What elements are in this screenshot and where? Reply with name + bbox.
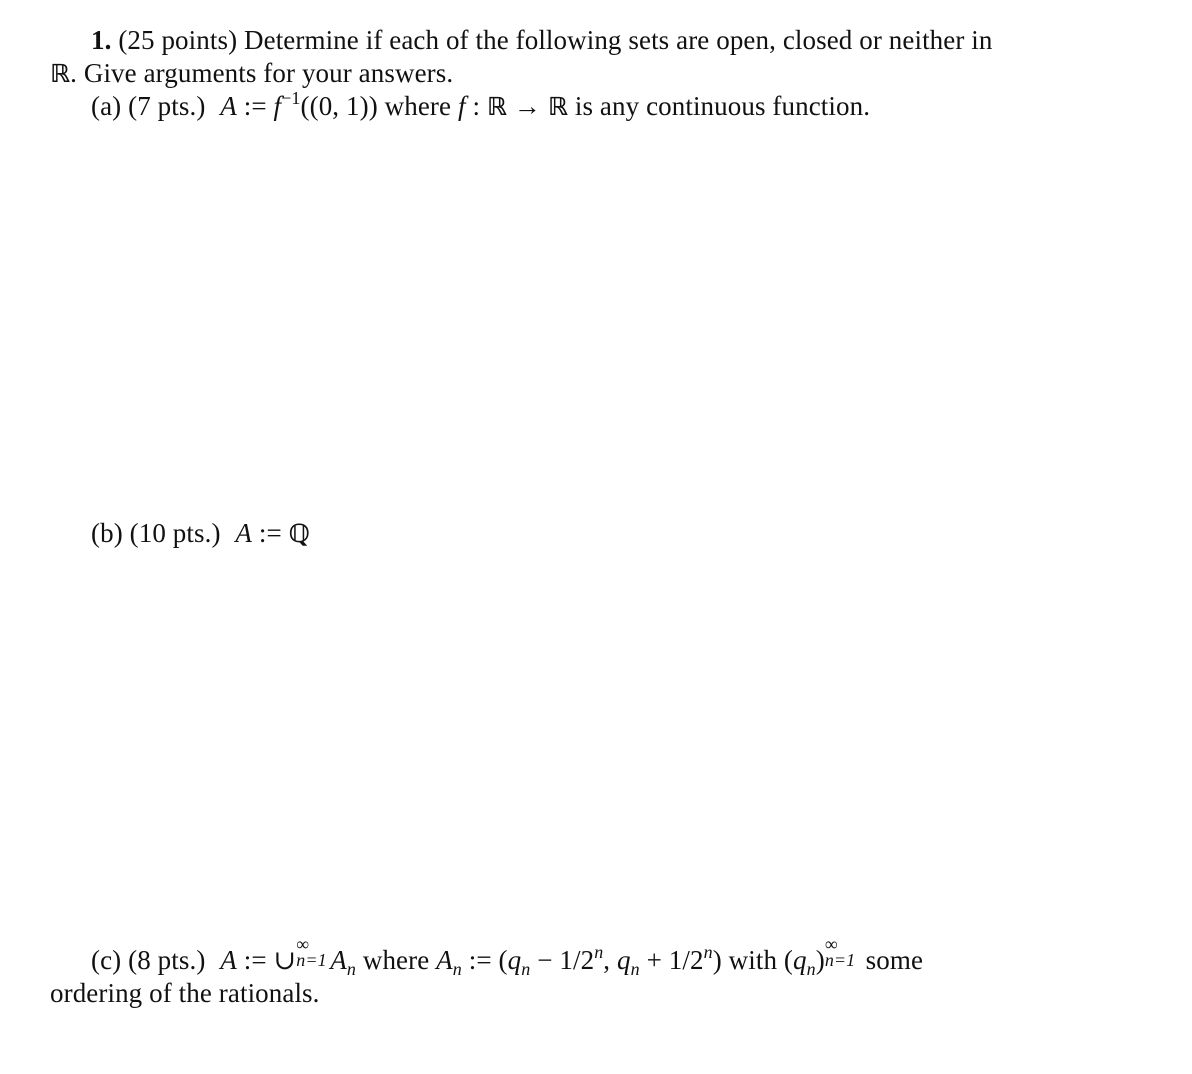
part-c-where: where	[362, 945, 430, 975]
part-c-union-sup: ∞	[296, 934, 310, 954]
part-a-inverse-sup: −1	[281, 88, 301, 108]
reals-symbol: ℝ	[50, 59, 71, 88]
part-c-an: A	[330, 945, 347, 975]
part-c-label: (c)	[91, 945, 122, 975]
part-c-union: ∪	[273, 945, 297, 975]
part-a-domain: ℝ	[486, 92, 508, 121]
part-c-interval-open: (	[498, 945, 508, 975]
problem-heading-line1	[91, 24, 993, 56]
part-a-tail: is any continuous function.	[574, 91, 871, 121]
part-c-line2	[50, 977, 320, 1009]
part-c-line1	[91, 934, 924, 979]
problem-heading-line2	[50, 57, 453, 90]
part-c-with: with	[728, 945, 778, 975]
part-c-q1: q	[507, 945, 522, 975]
part-c-points: (8 pts.)	[128, 945, 206, 975]
part-b-rationals: ℚ	[288, 519, 311, 548]
part-c-seq-limits	[824, 934, 859, 970]
part-a-func: f	[273, 91, 282, 121]
part-c-union-sub: n=1	[296, 950, 327, 970]
part-c-q3: q	[793, 945, 807, 975]
part-c-union-limits	[296, 934, 330, 970]
part-c-seq-open: (	[783, 945, 793, 975]
part-a-assign: :=	[243, 91, 267, 121]
part-c-pow1: n	[594, 942, 604, 962]
part-c-an-sub: n	[346, 959, 356, 979]
part-a-arrow: →	[513, 91, 542, 121]
part-c-q2-sub: n	[630, 959, 640, 979]
part-c-some: some	[865, 945, 924, 975]
part-a-func2: f	[457, 91, 466, 121]
problem-intro-line2: . Give arguments for your answers.	[70, 58, 454, 88]
part-c-an2: A	[436, 945, 453, 975]
part-c-q3-sub: n	[806, 959, 816, 979]
part-c-q2: q	[617, 945, 631, 975]
part-c-interval-close: )	[712, 945, 722, 975]
part-c-an2-sub: n	[452, 959, 462, 979]
part-c-seq-sup: ∞	[824, 934, 838, 954]
problem-number: 1.	[91, 25, 112, 55]
part-a-label: (a)	[91, 91, 122, 121]
part-c-line2-text: ordering of the rationals.	[50, 978, 320, 1008]
part-a-points: (7 pts.)	[128, 91, 206, 121]
part-a-where: where	[384, 91, 452, 121]
part-a-codomain: ℝ	[547, 92, 569, 121]
part-c-assign: :=	[243, 945, 267, 975]
part-c-assign2: :=	[468, 945, 492, 975]
part-b-assign: :=	[258, 518, 282, 548]
part-c-minus-part: − 1/2	[537, 945, 595, 975]
part-a-set-name: A	[220, 91, 237, 121]
problem-intro-line1: Determine if each of the following sets are open, closed or neither in	[244, 25, 993, 55]
part-c-seq-sub: n=1	[824, 950, 856, 970]
part-b-label: (b)	[91, 518, 123, 548]
part-a	[91, 90, 870, 123]
part-b-points: (10 pts.)	[129, 518, 221, 548]
part-c-pow2: n	[703, 942, 713, 962]
problem-points: (25 points)	[118, 25, 238, 55]
part-a-argument: ((0, 1))	[300, 91, 378, 121]
part-c-set-name: A	[220, 945, 237, 975]
part-b	[91, 517, 310, 550]
part-c-seq-close: )	[815, 945, 825, 975]
part-a-colon: :	[472, 91, 481, 121]
part-b-set-name: A	[235, 518, 253, 548]
part-c-comma: ,	[603, 945, 611, 975]
part-c-plus-part: + 1/2	[646, 945, 704, 975]
part-c-q1-sub: n	[521, 959, 531, 979]
